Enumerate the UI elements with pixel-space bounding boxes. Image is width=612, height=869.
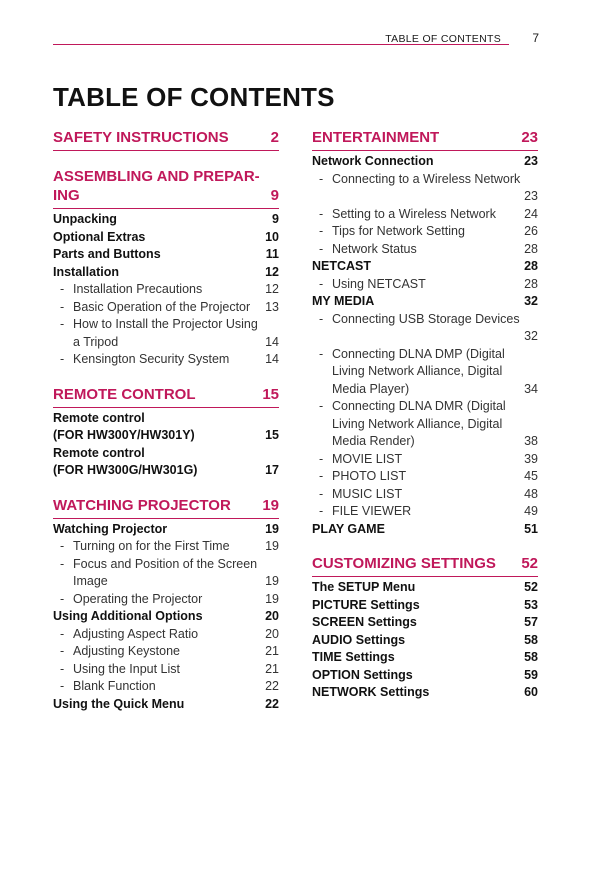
section-heading[interactable]: CUSTOMIZING SETTINGS 52 xyxy=(312,554,538,577)
toc-entry[interactable]: OPTION Settings 59 xyxy=(312,667,538,682)
toc-entry[interactable]: Installation 12 xyxy=(53,264,279,279)
page-header xyxy=(53,30,539,48)
section-entertainment xyxy=(312,128,538,538)
toc-subentry[interactable]: - PHOTO LIST 45 xyxy=(319,469,538,483)
toc-entry[interactable]: TIME Settings 58 xyxy=(312,650,538,664)
section-assembling xyxy=(53,167,279,369)
toc-entry[interactable]: NETWORK Settings 60 xyxy=(312,685,538,699)
toc-entry[interactable]: Remote control (FOR HW300Y/HW301Y) 15 xyxy=(53,410,279,442)
toc-subentry[interactable]: - FILE VIEWER 49 xyxy=(319,504,538,518)
toc-entry[interactable]: Remote control (FOR HW300G/HW301G) 17 xyxy=(53,445,279,477)
toc-entry[interactable]: Parts and Buttons 11 xyxy=(53,247,279,261)
toc-entry[interactable]: NETCAST 28 xyxy=(312,259,538,273)
toc-entry[interactable]: Using the Quick Menu 22 xyxy=(53,696,279,711)
toc-entry[interactable]: Network Connection 23 xyxy=(312,154,538,168)
toc-entry[interactable]: SCREEN Settings 57 xyxy=(312,615,538,629)
header-page-number: 7 xyxy=(532,31,539,45)
toc-entry[interactable]: AUDIO Settings 58 xyxy=(312,632,538,647)
toc-subentry[interactable]: - Network Status 28 xyxy=(319,241,538,256)
toc-subentry[interactable]: - Connecting DLNA DMR (Digital Living Network Alliance, Digital Media Render) 38 xyxy=(319,399,538,448)
toc-subentry[interactable]: - Tips for Network Setting 26 xyxy=(319,224,538,238)
section-heading[interactable]: SAFETY INSTRUCTIONS 2 xyxy=(53,128,279,151)
toc-entry[interactable]: Unpacking 9 xyxy=(53,212,279,226)
toc-subentry[interactable]: - How to Install the Projector Using a Tripod 14 xyxy=(60,317,279,349)
toc-subentry[interactable]: - Setting to a Wireless Network 24 xyxy=(319,206,538,221)
toc-subentry[interactable]: - MOVIE LIST 39 xyxy=(319,451,538,466)
header-label: TABLE OF CONTENTS xyxy=(385,33,501,45)
toc-subentry[interactable]: - Using NETCAST 28 xyxy=(319,276,538,291)
toc-entry[interactable]: Using Additional Options 20 xyxy=(53,609,279,623)
toc-subentry[interactable]: - Kensington Security System 14 xyxy=(60,352,279,366)
toc-subentry[interactable]: - Turning on for the First Time 19 xyxy=(60,539,279,553)
section-watching-projector xyxy=(53,496,279,714)
toc-entry[interactable]: Optional Extras 10 xyxy=(53,229,279,244)
toc-entry[interactable]: Watching Projector 19 xyxy=(53,521,279,536)
toc-subentry[interactable]: - MUSIC LIST 48 xyxy=(319,486,538,501)
section-heading[interactable]: ASSEMBLING AND PREPAR-ING 9 xyxy=(53,167,279,209)
toc-subentry[interactable]: - Connecting to a Wireless Network 23 xyxy=(319,171,538,203)
section-customizing-settings xyxy=(312,554,538,702)
toc-subentry[interactable]: - Connecting DLNA DMP (Digital Living Network Alliance, Digital Media Player) 34 xyxy=(319,346,538,396)
toc-right-column xyxy=(312,128,538,718)
toc-entry[interactable]: The SETUP Menu 52 xyxy=(312,580,538,594)
page-title: TABLE OF CONTENTS xyxy=(53,82,335,112)
toc-subentry[interactable]: - Operating the Projector 19 xyxy=(60,591,279,606)
toc-entry[interactable]: MY MEDIA 32 xyxy=(312,294,538,308)
toc-subentry[interactable]: - Installation Precautions 12 xyxy=(60,282,279,296)
section-safety xyxy=(53,128,279,151)
section-remote-control xyxy=(53,385,279,480)
toc-subentry[interactable]: - Adjusting Keystone 21 xyxy=(60,644,279,658)
toc-entry[interactable]: PICTURE Settings 53 xyxy=(312,597,538,612)
toc-subentry[interactable]: - Focus and Position of the Screen Image 19 xyxy=(60,556,279,588)
toc-subentry[interactable]: - Basic Operation of the Projector 13 xyxy=(60,299,279,314)
toc-subentry[interactable]: - Using the Input List 21 xyxy=(60,661,279,676)
toc-entry[interactable]: PLAY GAME 51 xyxy=(312,521,538,536)
toc-subentry[interactable]: - Blank Function 22 xyxy=(60,679,279,693)
section-heading[interactable]: WATCHING PROJECTOR 19 xyxy=(53,496,279,519)
section-heading[interactable]: ENTERTAINMENT 23 xyxy=(312,128,538,151)
section-heading[interactable]: REMOTE CONTROL 15 xyxy=(53,385,279,408)
toc-subentry[interactable]: - Adjusting Aspect Ratio 20 xyxy=(60,626,279,641)
toc-subentry[interactable]: - Connecting USB Storage Devices 32 xyxy=(319,311,538,343)
toc-left-column xyxy=(53,128,279,729)
